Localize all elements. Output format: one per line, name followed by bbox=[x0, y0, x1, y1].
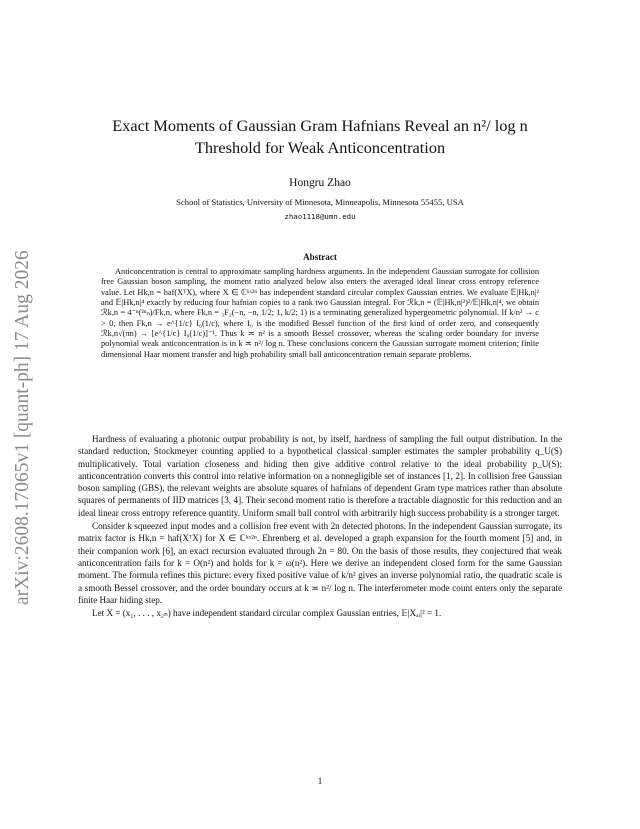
author-affiliation: School of Statistics, University of Minnesota, Minneapolis, Minnesota 55455, USA bbox=[176, 197, 464, 207]
paragraph-setup: Consider k squeezed input modes and a collision free event with 2n detected photons. In the independent Gaussian surrogate, its matrix factor is Hk,n = haf(XᵀX) for X ∈ ℂᵏˣ²ⁿ. Ehrenberg et al. developed a graph expansion for the fourth moment [5] and, in their companion work [6], an exact recursion evaluated through 2n = 80. On the basis of those results, they conjectured that weak anticoncentration fails for k = O(n²) and holds for k = ω(n²). Here we derive an independent closed form for the same Gaussian moment. The formula refines this picture: every fixed positive value of k/n² gives an inverse polynomial ratio, the quadratic scale is a smooth Bessel crossover, and the order boundary occurs at k ≍ n²/ log n. The interferometer mode count enters only the separate finite Haar hiding step. bbox=[78, 521, 562, 605]
author-email: zhao1118@umn.edu bbox=[284, 212, 356, 221]
paper-title: Exact Moments of Gaussian Gram Hafnians Reveal an n²/ log n Threshold for Weak Anticoncentration bbox=[112, 116, 528, 157]
arxiv-identifier-stamp: arXiv:2608.17065v1 [quant-ph] 17 Aug 2026 bbox=[12, 250, 33, 606]
paragraph-definition: Let X = (x₁, . . . , x₂ₙ) have independent standard circular complex Gaussian entries, 𝔼|Xₐᵢ|² = 1. bbox=[92, 608, 442, 619]
body-text bbox=[78, 433, 562, 620]
paper-page bbox=[78, 0, 562, 829]
page-number: 1 bbox=[317, 776, 323, 786]
author-name: Hongru Zhao bbox=[289, 177, 351, 189]
abstract-heading: Abstract bbox=[303, 252, 337, 262]
paragraph-intro: Hardness of evaluating a photonic output probability is not, by itself, hardness of sampling the full output distribution. In the standard reduction, Stockmeyer counting applied to a hypothetical classical sampler estimates the sampler probability q_U(S) multiplicatively. Total variation closeness and hiding then give additive control relative to the ideal probability p_U(S); anticoncentration converts this control into relative information on a nonnegligible set of instances [1, 2]. In collision free Gaussian boson sampling (GBS), the relevant weights are absolute squares of hafnians of dependent Gram type matrices rather than absolute squares of permanents of IID matrices [3, 4]. Their second moment ratio is therefore a tractable diagnostic for this reduction and an ideal linear cross entropy reference quantity. Uniform small ball control with arbitrarily high success probability is a stronger target. bbox=[78, 434, 562, 518]
abstract-text: Anticoncentration is central to approximate sampling hardness arguments. In the independent Gaussian surrogate for collision free Gaussian boson sampling, the moment ratio analyzed below also enters the averaged ideal linear cross entropy reference value. Let Hk,n = haf(XᵀX), where X ∈ ℂᵏˣ²ⁿ has independent standard circular complex Gaussian entries. We evaluate 𝔼|Hk,n|² and 𝔼|Hk,n|⁴ exactly by reducing four hafnian copies to a rank two Gaussian integral. For ℛk,n = (𝔼|Hk,n|²)²/𝔼|Hk,n|⁴, we obtain ℛk,n = 4⁻ⁿ(²ⁿₙ)/Fk,n, where Fk,n = ₃F₂(−n, −n, 1/2; 1, k/2; 1) is a terminating generalized hypergeometric polynomial. If k/n² → c > 0, then Fk,n → e^{1/c} I₀(1/c), where I₀ is the modified Bessel function of the first kind of order zero, and consequently ℛk,n√(πn) → [e^{1/c} I₀(1/c)]⁻¹. Thus k ≍ n² is a smooth Bessel crossover, whereas the scaling order boundary for inverse polynomial weak anticoncentration is in k ≍ n²/ log n. These conclusions concern the Gaussian surrogate moment criterion; finite dimensional Haar moment transfer and high probability small ball anticoncentration remain separate problems. bbox=[101, 267, 539, 359]
